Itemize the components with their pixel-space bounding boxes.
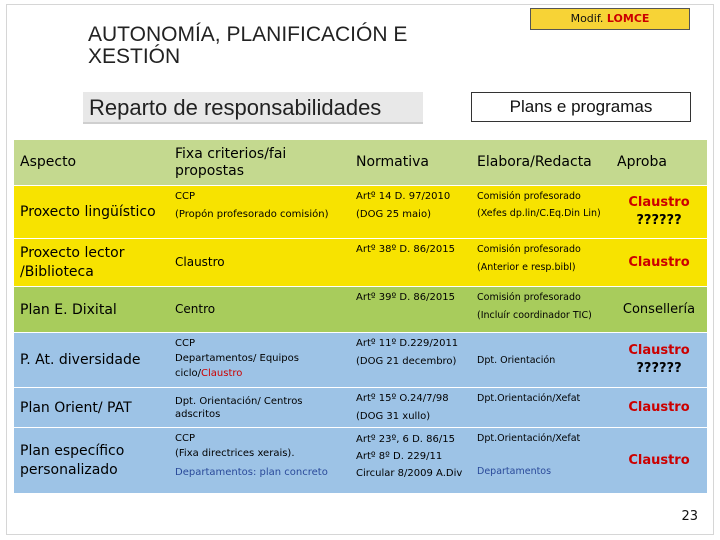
table-row (14, 428, 707, 494)
row-aspect: Plan Orient/ PAT (20, 399, 132, 416)
elab-line: Comisión profesorado (477, 191, 581, 202)
row-norm (350, 239, 471, 286)
criteria-line: CCP (175, 338, 195, 349)
page-title (88, 24, 508, 68)
elab-line: Dpt.Orientación/Xefat (477, 433, 581, 444)
elab-line: (Anterior e resp.bibl) (477, 262, 576, 273)
row-approve (611, 428, 707, 493)
norm-line: (DOG 21 decembro) (356, 356, 457, 367)
lomce-badge (530, 8, 690, 30)
title-line-2: XESTIÓN (88, 45, 181, 68)
elab-line: Comisión profesorado (477, 292, 581, 303)
title-line-1: AUTONOMÍA, PLANIFICACIÓN E (88, 23, 408, 46)
criteria-line: ciclo/ (175, 368, 202, 379)
elab-line: (Incluír coordinador TIC) (477, 310, 592, 321)
row-norm (350, 428, 471, 493)
row-approve (611, 239, 707, 286)
norm-line: Artº 23º, 6 D. 86/15 (356, 434, 455, 445)
row-approve (611, 287, 707, 332)
elab-line: (Xefes dp.lin/C.Eq.Din Lin) (477, 208, 601, 219)
page-number: 23 (681, 509, 698, 524)
row-criteria (169, 428, 350, 493)
criteria-line: Claustro (175, 255, 225, 269)
norm-line: Artº 8º D. 229/11 (356, 451, 443, 462)
criteria-line: Departamentos: plan concreto (175, 467, 328, 478)
row-aspect: Plan E. Dixital (20, 301, 117, 318)
approve-line: Claustro (628, 255, 690, 270)
criteria-line: Dpt. Orientación/ Centros adscritos (175, 395, 303, 420)
row-aspect: Plan específico personalizado (20, 442, 125, 478)
plans-box: Plans e programas (471, 92, 691, 122)
norm-line: Artº 15º O.24/7/98 (356, 393, 449, 404)
table-row (14, 333, 707, 388)
approve-line: ?????? (636, 213, 682, 228)
row-elab (471, 287, 611, 332)
row-norm (350, 287, 471, 332)
approve-line: Claustro (628, 400, 690, 415)
row-norm (350, 388, 471, 427)
header-elab: Elabora/Redacta (477, 154, 592, 170)
row-criteria (169, 388, 350, 427)
header-norm: Normativa (356, 154, 430, 170)
approve-line: Claustro (628, 195, 690, 210)
page-subtitle: Reparto de responsabilidades (83, 92, 423, 124)
approve-line: Claustro (628, 453, 690, 468)
elab-line: Departamentos (477, 466, 552, 477)
row-approve (611, 388, 707, 427)
row-criteria (169, 287, 350, 332)
table-row (14, 186, 707, 239)
row-elab (471, 333, 611, 387)
criteria-line: CCP (175, 191, 195, 202)
badge-prefix: Modif. (570, 12, 604, 25)
table-header (14, 140, 707, 186)
row-approve (611, 333, 707, 387)
row-criteria (169, 239, 350, 286)
approve-line: Consellería (622, 302, 696, 317)
norm-line: (DOG 31 xullo) (356, 411, 431, 422)
norm-line: Artº 38º D. 86/2015 (356, 244, 455, 255)
row-elab (471, 186, 611, 238)
norm-line: Artº 11º D.229/2011 (356, 338, 459, 349)
badge-highlight: LOMCE (606, 12, 650, 25)
row-aspect: Proxecto lector /Biblioteca (20, 244, 125, 280)
row-norm (350, 333, 471, 387)
row-elab (471, 388, 611, 427)
approve-line: Claustro (628, 343, 690, 358)
norm-line: (DOG 25 maio) (356, 209, 431, 220)
criteria-line: (Fixa directrices xerais). (175, 448, 295, 459)
header-criteria: Fixa criterios/fai propostas (175, 145, 287, 179)
criteria-line: CCP (175, 433, 195, 444)
header-aspect: Aspecto (20, 154, 77, 170)
row-elab (471, 239, 611, 286)
criteria-line: Departamentos/ Equipos (175, 353, 299, 364)
table-row (14, 287, 707, 333)
norm-line: Artº 14 D. 97/2010 (356, 191, 451, 202)
elab-line: Dpt. Orientación (477, 354, 556, 366)
row-norm (350, 186, 471, 238)
elab-line: Dpt.Orientación/Xefat (477, 393, 581, 404)
table-row (14, 239, 707, 287)
row-aspect: P. At. diversidade (20, 352, 141, 368)
norm-line: Circular 8/2009 A.Div (356, 468, 463, 479)
row-approve (611, 186, 707, 238)
criteria-line: Centro (175, 302, 216, 316)
approve-line: ?????? (636, 361, 682, 376)
row-aspect: Proxecto lingüístico (20, 204, 156, 220)
row-elab (471, 428, 611, 493)
table-row (14, 388, 707, 428)
row-criteria (169, 333, 350, 387)
criteria-line-red: Claustro (201, 368, 243, 379)
criteria-line: (Propón profesorado comisión) (175, 209, 329, 220)
header-approve: Aproba (617, 154, 667, 170)
row-criteria (169, 186, 350, 238)
norm-line: Artº 39º D. 86/2015 (356, 292, 455, 303)
elab-line: Comisión profesorado (477, 244, 581, 255)
